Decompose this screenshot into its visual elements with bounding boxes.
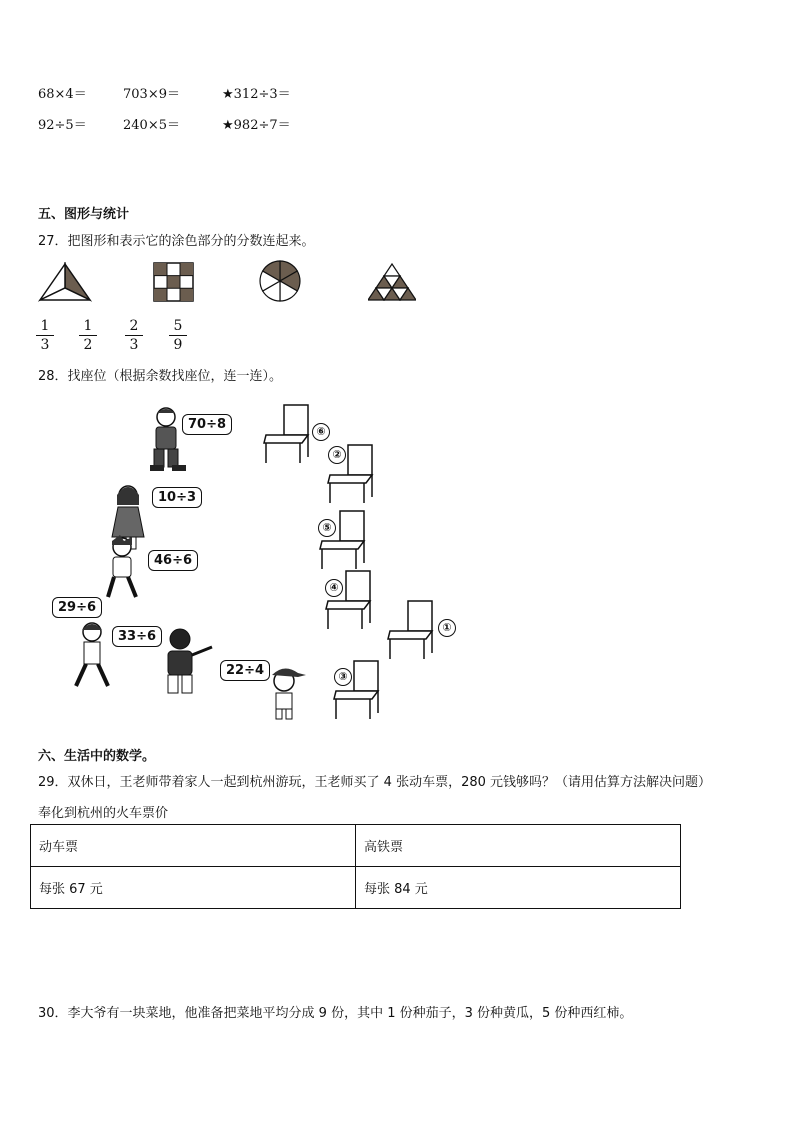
shape-triangle-ninths — [368, 262, 416, 302]
seat-number: ⑥ — [312, 423, 330, 441]
calc-1: 68×4＝ — [38, 87, 87, 102]
table-cell: 每张 67 元 — [31, 867, 356, 909]
chair-icon — [386, 599, 438, 661]
table-row — [31, 867, 681, 909]
kid-figure — [100, 535, 150, 605]
kid-figure — [70, 620, 116, 694]
kid-figure — [262, 665, 308, 723]
fraction-numerator: 5 — [173, 318, 183, 334]
fraction-denominator: 3 — [129, 337, 139, 353]
question-27: 27．把图形和表示它的涂色部分的分数连起来。 — [38, 234, 315, 249]
fraction-denominator: 9 — [173, 337, 183, 353]
seat-number: ① — [438, 619, 456, 637]
shape-grid-ninths — [153, 262, 195, 302]
table-cell: 每张 84 元 — [356, 867, 681, 909]
table-caption: 奉化到杭州的火车票价 — [38, 806, 169, 821]
fraction-numerator: 1 — [83, 318, 93, 334]
kid-bubble-4: 29÷6 — [52, 597, 102, 618]
calc-2: 703×9＝ — [123, 87, 180, 102]
kid-bubble-6: 22÷4 — [220, 660, 270, 681]
seat-number: ④ — [325, 579, 343, 597]
ticket-price-table — [30, 824, 681, 909]
calc-4: 92÷5＝ — [38, 118, 87, 133]
fraction-denominator: 3 — [40, 337, 50, 353]
table-header-cell: 动车票 — [31, 825, 356, 867]
seat-number: ③ — [334, 668, 352, 686]
calc-5: 240×5＝ — [123, 118, 180, 133]
kid-bubble-3: 46÷6 — [148, 550, 198, 571]
section-6-title: 六、生活中的数学。 — [38, 749, 156, 764]
kid-bubble-1: 70÷8 — [182, 414, 232, 435]
shape-triangle-thirds — [38, 262, 92, 302]
chair-icon — [262, 403, 314, 465]
section-5-title: 五、图形与统计 — [38, 207, 130, 222]
seat-number: ② — [328, 446, 346, 464]
fraction-numerator: 2 — [129, 318, 139, 334]
fraction-denominator: 2 — [83, 337, 93, 353]
fraction-4 — [169, 318, 187, 353]
table-header-cell: 高铁票 — [356, 825, 681, 867]
seat-matching-illustration — [40, 395, 480, 725]
fraction-2 — [79, 318, 97, 353]
calc-6: ★982÷7＝ — [222, 118, 291, 133]
table-row — [31, 825, 681, 867]
fraction-1 — [36, 318, 54, 353]
question-30: 30．李大爷有一块菜地，他准备把菜地平均分成 9 份，其中 1 份种茄子，3 份种黄瓜，5 份种西红柿。 — [38, 1006, 633, 1021]
seat-number: ⑤ — [318, 519, 336, 537]
question-28: 28．找座位（根据余数找座位，连一连）。 — [38, 369, 283, 384]
kid-figure — [154, 625, 214, 701]
kid-bubble-5: 33÷6 — [112, 626, 162, 647]
fraction-3 — [125, 318, 143, 353]
fraction-numerator: 1 — [40, 318, 50, 334]
question-29: 29．双休日，王老师带着家人一起到杭州游玩，王老师买了 4 张动车票，280 元钱够吗？（请用估算方法解决问题） — [38, 775, 712, 790]
kid-bubble-2: 10÷3 — [152, 487, 202, 508]
calc-3: ★312÷3＝ — [222, 87, 291, 102]
shape-circle-sixths — [257, 259, 303, 303]
